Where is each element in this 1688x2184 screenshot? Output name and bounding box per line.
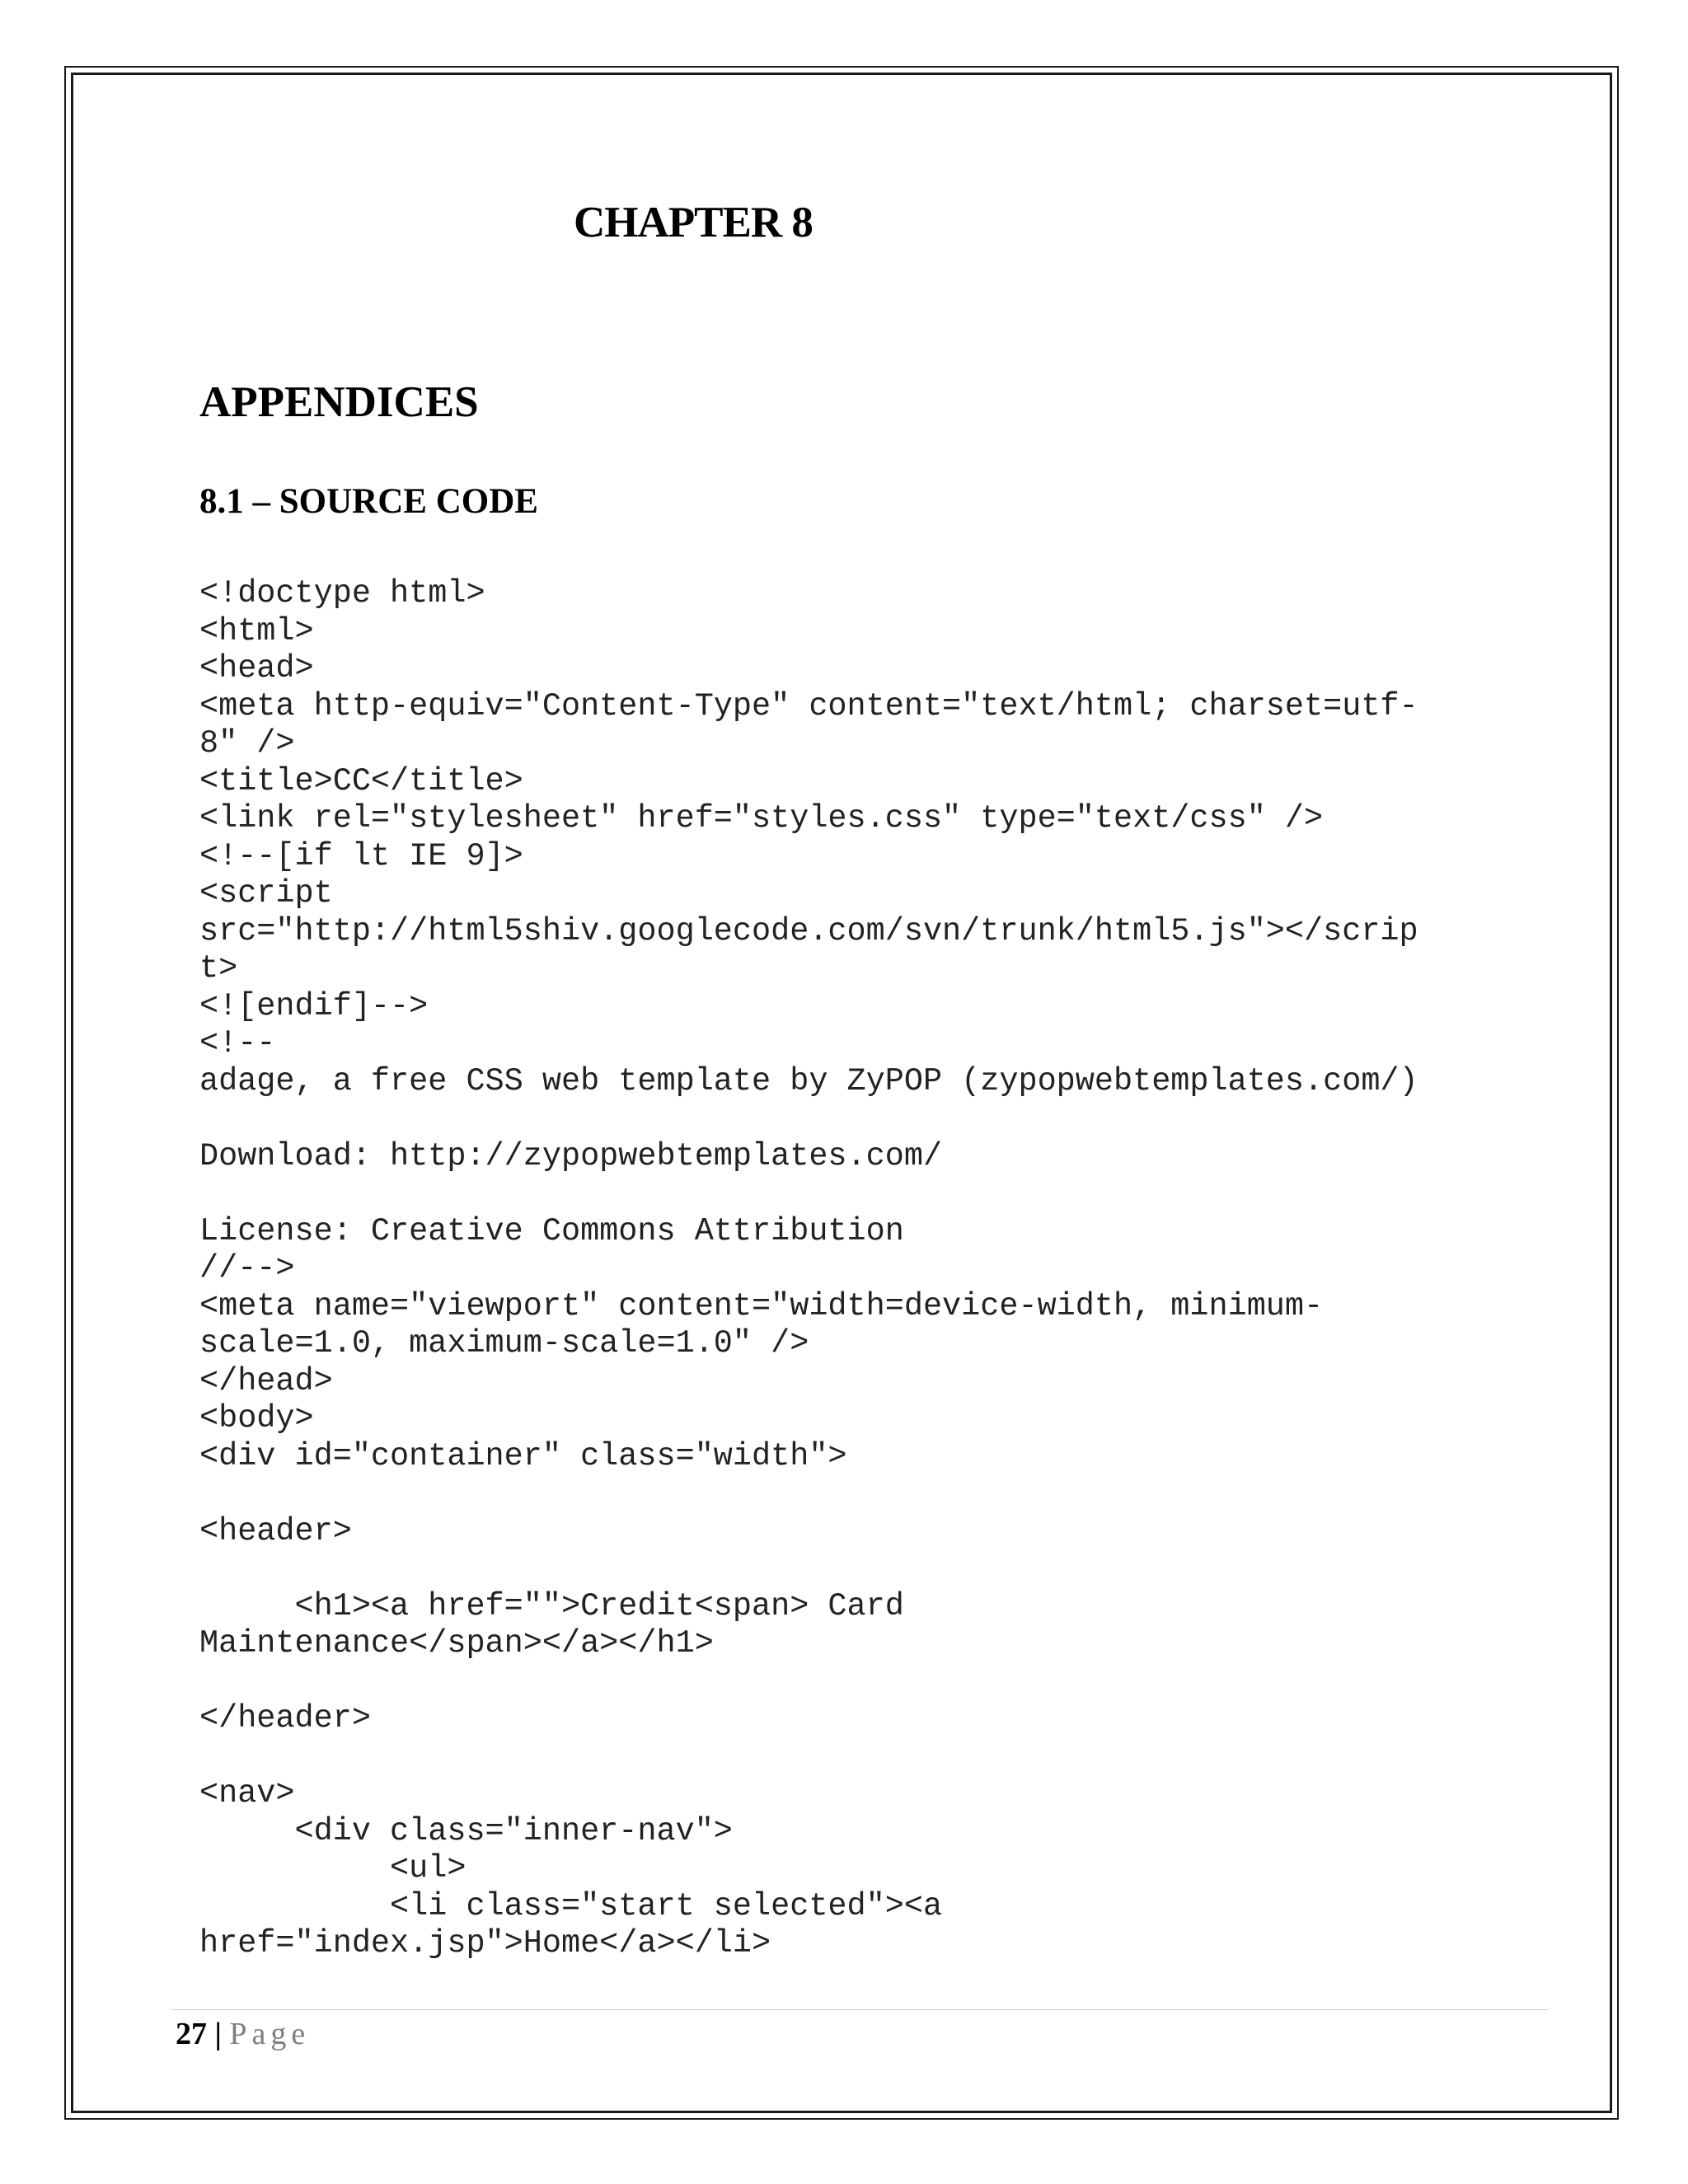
code-line: <title>CC</title>	[199, 762, 523, 799]
code-line: Maintenance</span></a></h1>	[199, 1625, 714, 1661]
code-line: //-->	[199, 1250, 295, 1286]
code-line: src="http://html5shiv.googlecode.com/svn/trunk/html5.js"></scrip	[199, 912, 1418, 949]
code-line	[199, 1550, 1469, 1588]
code-line: <!doctype html>	[199, 575, 485, 612]
code-line: href="index.jsp">Home</a></li>	[199, 1925, 771, 1961]
code-line: <nav>	[199, 1775, 295, 1811]
code-line: <![endif]-->	[199, 987, 429, 1024]
code-line: 8" />	[199, 725, 295, 762]
code-line: <div id="container" class="width">	[199, 1437, 847, 1474]
section-heading: APPENDICES	[199, 378, 479, 426]
code-line: </head>	[199, 1362, 333, 1399]
code-line: <meta name="viewport" content="width=device-width, minimum-	[199, 1287, 1324, 1324]
code-line: <h1><a href="">Credit<span> Card	[199, 1587, 904, 1624]
code-line	[199, 1738, 1469, 1776]
page-footer	[176, 2016, 310, 2052]
code-line: </header>	[199, 1700, 371, 1736]
code-line: adage, a free CSS web template by ZyPOP (zypopwebtemplates.com/)	[199, 1062, 1418, 1099]
code-line: <script	[199, 875, 333, 912]
code-line: <!--	[199, 1025, 276, 1062]
code-line: <ul>	[199, 1850, 467, 1886]
source-code-block	[199, 575, 1469, 1963]
page-number: 27	[176, 2017, 207, 2051]
subsection-heading: 8.1 – SOURCE CODE	[199, 482, 538, 521]
chapter-title: CHAPTER 8	[574, 199, 813, 246]
code-line: scale=1.0, maximum-scale=1.0" />	[199, 1325, 809, 1361]
code-line: Download: http://zypopwebtemplates.com/	[199, 1137, 943, 1174]
footer-separator: |	[214, 2017, 222, 2051]
page-label: Page	[229, 2017, 311, 2051]
code-line: t>	[199, 950, 238, 987]
code-line: <link rel="stylesheet" href="styles.css" type="text/css" />	[199, 800, 1324, 837]
code-line: <body>	[199, 1400, 314, 1436]
footer-divider	[171, 2009, 1548, 2010]
code-line: License: Creative Commons Attribution	[199, 1212, 904, 1249]
code-line: <header>	[199, 1512, 352, 1549]
code-line: <li class="start selected"><a	[199, 1887, 943, 1924]
code-line: <head>	[199, 650, 314, 687]
code-line: <meta http-equiv="Content-Type" content="text/html; charset=utf-	[199, 687, 1418, 724]
code-line	[199, 1175, 1469, 1213]
code-line	[199, 1100, 1469, 1138]
code-line: <div class="inner-nav">	[199, 1812, 733, 1849]
code-line	[199, 1663, 1469, 1701]
code-line	[199, 1475, 1469, 1513]
code-line: <!--[if lt IE 9]>	[199, 837, 523, 874]
code-line: <html>	[199, 612, 314, 649]
